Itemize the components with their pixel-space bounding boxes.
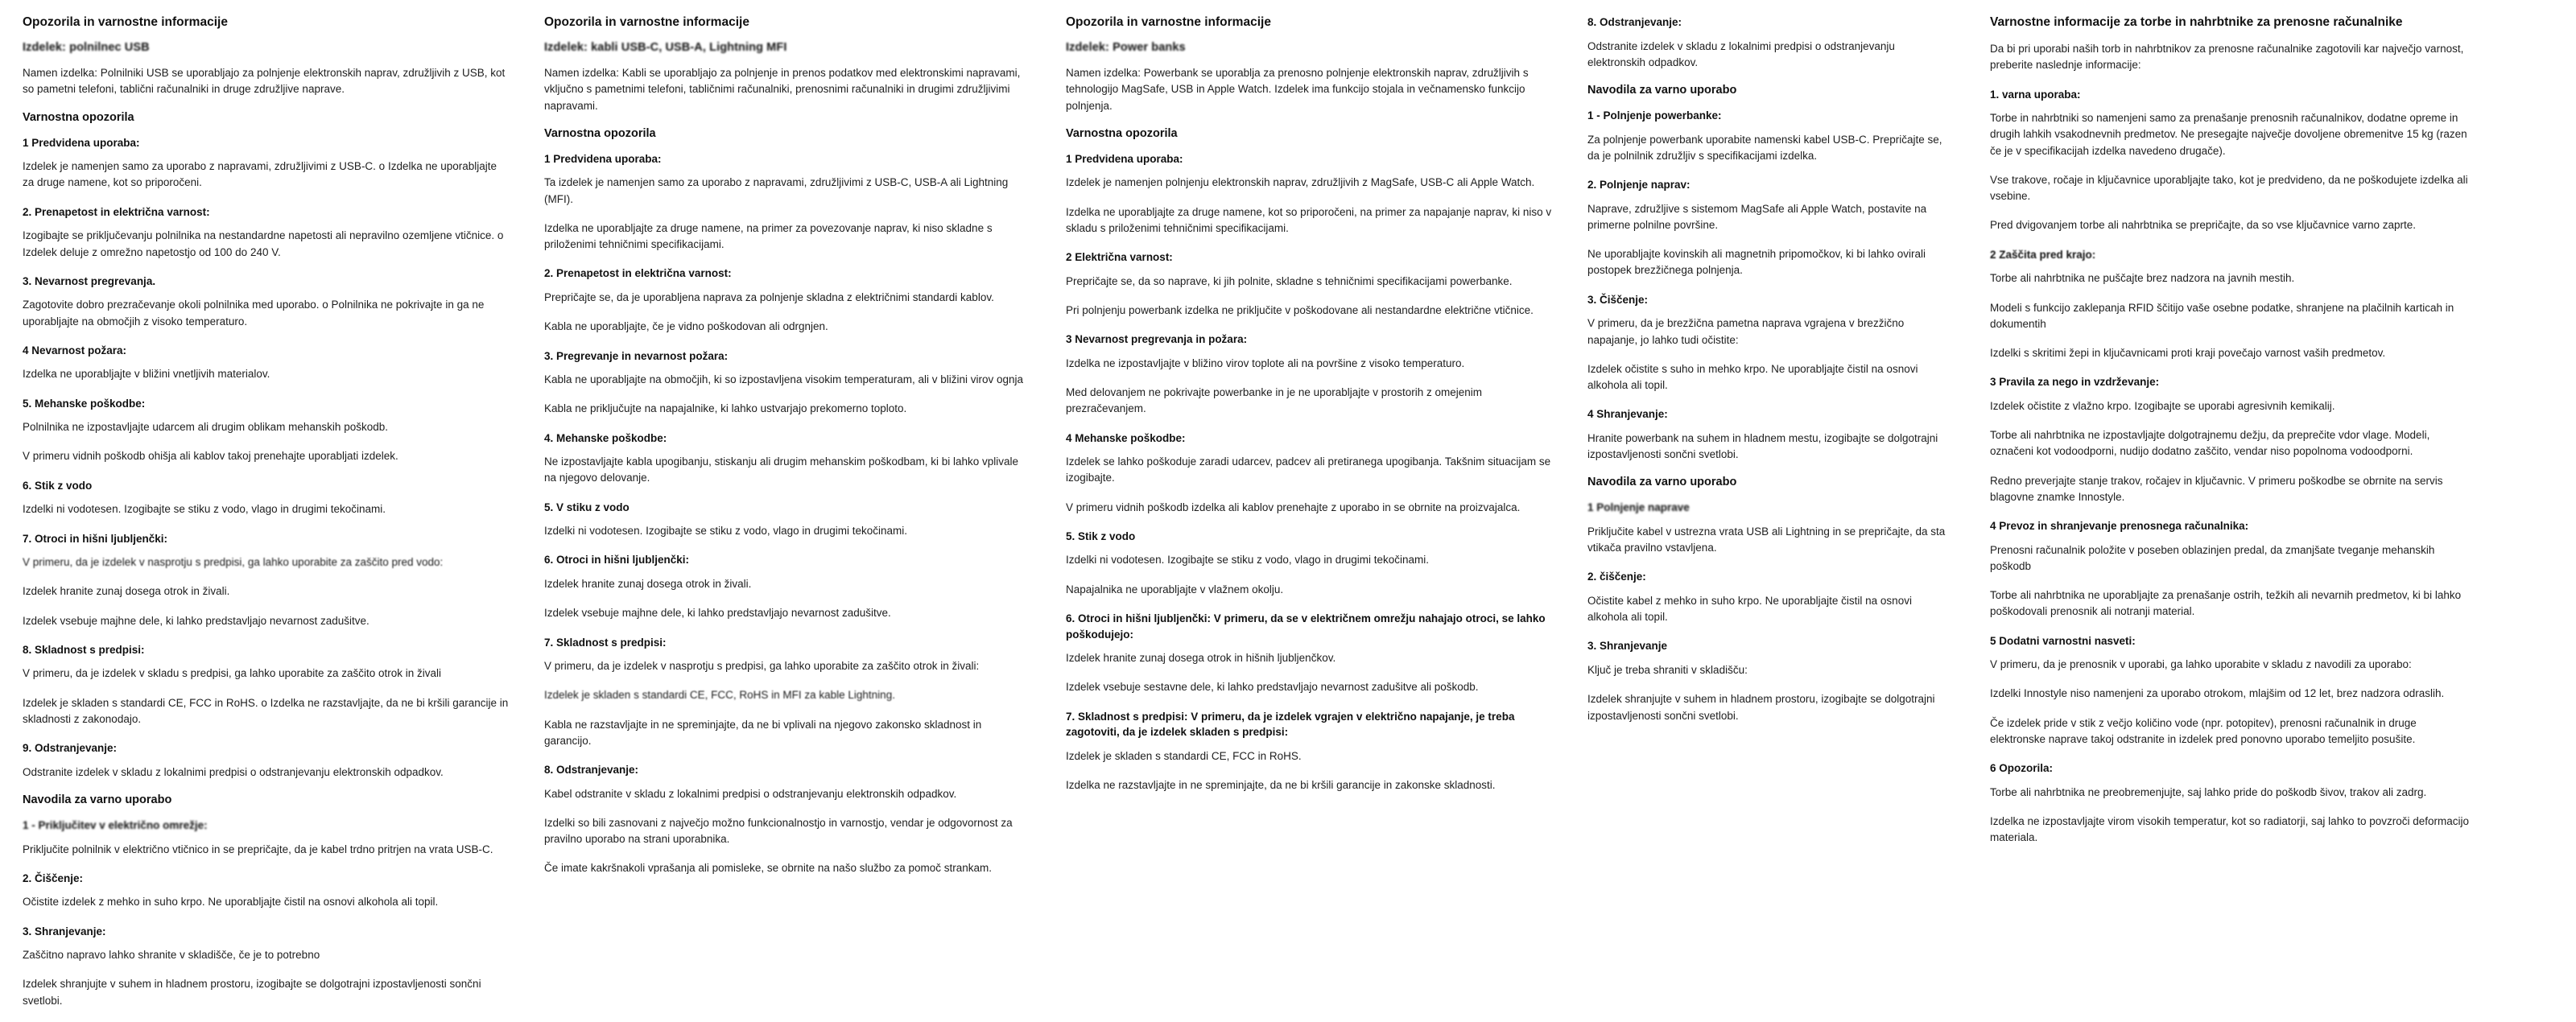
warning-item-text: Izdelek hranite zunaj dosega otrok in živali. (544, 578, 752, 591)
bag-item-text: Torbe ali nahrbtnika ne izpostavljajte dolgotrajnemu dežju, da preprečite vdor vlage. Modeli, označeni kot vodoodporni, nudijo dodatno zaščito, vendar niso popolnoma vodoodporni. (1990, 429, 2430, 458)
warning-item-label: 1 Predvidena uporaba: (544, 152, 662, 165)
usage-item-label: 3. Shranjevanje (1587, 640, 1668, 653)
warning-item-text: Izdelek vsebuje majhne dele, ki lahko predstavljajo nevarnost zadušitve. (23, 614, 369, 627)
warning-item-text: Izogibajte se priključevanju polnilnika na nestandardne napetosti ali nepravilno ozemljene vtičnice. o Izdelek deluje z omrežno napetostjo od 100 do 240 V. (23, 229, 504, 258)
page-title: Opozorila in varnostne informacije (23, 15, 228, 29)
bag-item-label: 5 Dodatni varnostni nasveti: (1990, 634, 2136, 647)
warning-item (544, 431, 1030, 487)
column-usb-charger (8, 14, 530, 1022)
warning-item (544, 348, 1030, 418)
bag-item-text: Vse trakove, ročaje in ključavnice uporabljajte tako, kot je predvideno, da ne poškodujete izdelka ali vsebine. (1990, 173, 2468, 203)
usage-item (1587, 500, 1955, 556)
warning-item-text: Kabla ne priključujte na napajalnike, ki lahko ustvarjajo prekomerno toploto. (544, 402, 907, 415)
usage-item-label: 3. Čiščenje: (1587, 293, 1649, 306)
footer-support-note: Če imate kakršnakoli vprašanja ali pomisleke, se obrnite na našo službo za pomoč strankam. (544, 862, 993, 875)
warning-item-label: 2 Električna varnost: (1066, 251, 1173, 264)
warning-item (23, 740, 509, 781)
warning-item-text: Izdelek je namenjen polnjenju elektronskih naprav, združljivih z MagSafe, USB-C ali Apple Watch. (1066, 176, 1535, 189)
page-title: Varnostne informacije za torbe in nahrbtnike za prenosne računalnike (1990, 15, 2403, 29)
product-subject: Izdelek: kabli USB-C, USB-A, Lightning MFI (544, 41, 787, 55)
usage-item-text: Ključ je treba shraniti v skladišču: (1587, 664, 1748, 676)
bag-item-label: 1. varna uporaba: (1990, 88, 2081, 101)
warning-item (23, 396, 509, 465)
warning-item-text: Izdelka ne uporabljajte za druge namene, kot so priporočeni, na primer za napajanje naprav, ki niso v skladu s priloženimi tehničnimi specifikacijami. (1066, 205, 1552, 234)
section-heading-warnings: Varnostna opozorila (1066, 126, 1178, 140)
warning-item-text: Izdelek je skladen s standardi CE, FCC in RoHS. (1066, 749, 1302, 762)
usage-item-text: Priključite polnilnik v električno vtičnico in se prepričajte, da je kabel trdno pritrjen na vrata USB-C. (23, 843, 493, 855)
usage-item-label: 2. čiščenje: (1587, 571, 1646, 583)
warning-item (1066, 332, 1552, 417)
warning-item-text: Ne izpostavljajte kabla upogibanju, stiskanju ali drugim mehanskim poškodbam, ki bi lahko vplivale na njegovo delovanje. (544, 455, 1019, 484)
section-heading-warnings: Varnostna opozorila (23, 110, 134, 124)
usage-item-text: Zaščitno napravo lahko shranite v skladišče, če je to potrebno (23, 949, 320, 962)
warning-item-label: 8. Skladnost s predpisi: (23, 643, 145, 656)
warning-item (23, 135, 509, 192)
intro-paragraph: Namen izdelka: Polnilniki USB se uporabljajo za polnjenje elektronskih naprav, združljivih z USB, kot so pametni telefoni, tablični računalniki in druge združljive naprave. (23, 67, 506, 96)
warning-item-label: 8. Odstranjevanje: (1587, 16, 1682, 28)
intro-paragraph: Namen izdelka: Kabli se uporabljajo za polnjenje in prenos podatkov med elektronskimi napravami, vključno s pametnimi telefoni, tabličnimi računalniki, prenosnimi računalniki in drugimi združljivimi napravami. (544, 67, 1021, 112)
warning-item (544, 500, 1030, 540)
bag-item-text: Modeli s funkcijo zaklepanja RFID ščitijo vaše osebne podatke, shranjene na plačilnih karticah in dokumentih (1990, 301, 2454, 330)
usage-item-label: 2. Čiščenje: (23, 872, 84, 884)
warning-item-text: Ta izdelek je namenjen samo za uporabo z napravami, združljivimi z USB-C, USB-A ali Lightning (MFI). (544, 176, 1009, 205)
warning-item-text: Izdelki ni vodotesen. Izogibajte se stiku z vodo, vlago in drugimi tekočinami. (1066, 554, 1429, 567)
warning-item (1066, 151, 1552, 237)
warning-item-text: V primeru, da je izdelek v nasprotju s predpisi, ga lahko uporabite za zaščito pred vodo: (23, 556, 444, 569)
bag-item (1990, 247, 2470, 362)
warning-item-text: Kabla ne uporabljajte na območjih, ki so izpostavljena visokim temperaturam, ali v bližini virov ognja (544, 373, 1024, 386)
warning-item-text: V primeru, da je izdelek v nasprotju s predpisi, ga lahko uporabite za zaščito otrok in živali: (544, 660, 980, 673)
bag-item-label: 6 Opozorila: (1990, 762, 2054, 775)
warning-item (1066, 709, 1552, 794)
warning-item-text: Odstranite izdelek v skladu z lokalnimi predpisi o odstranjevanju elektronskih odpadkov. (1587, 39, 1895, 68)
bag-item-text: Prenosni računalnik položite v poseben oblazinjen predal, da zmanjšate tveganje mehanskih poškodb (1990, 543, 2435, 572)
warning-item-label: 2. Prenapetost in električna varnost: (544, 267, 732, 280)
warning-item-text: Napajalnika ne uporabljajte v vlažnem okolju. (1066, 583, 1284, 595)
bag-item-text: Izdelka ne izpostavljajte virom visokih temperatur, kot so radiatorji, saj lahko to povzroči deformacijo materiala. (1990, 815, 2470, 844)
warning-item-label: 5. Stik z vodo (1066, 530, 1136, 542)
usage-item-label: 3. Shranjevanje: (23, 925, 106, 938)
usage-item-text: Ne uporabljajte kovinskih ali magnetnih pripomočkov, ki bi lahko ovirali postopek brezžičnega polnjenja. (1587, 248, 1926, 277)
bag-item (1990, 518, 2470, 620)
section-heading-warnings: Varnostna opozorila (544, 126, 656, 140)
bag-item (1990, 760, 2470, 846)
column-bags-backpacks (1975, 14, 2491, 859)
warning-item-text: Med delovanjem ne pokrivajte powerbanke in je ne uporabljajte v prostorih z omejenim prezračevanjem. (1066, 386, 1483, 415)
warning-item-label: 3. Pregrevanje in nevarnost požara: (544, 349, 729, 362)
warning-item-label: 1 Predvidena uporaba: (1066, 152, 1183, 165)
warning-item (544, 552, 1030, 621)
warning-item (544, 151, 1030, 253)
warning-item-label: 7. Otroci in hišni ljubljenčki: (23, 532, 168, 545)
usage-item-label: 2. Polnjenje naprav: (1587, 179, 1690, 192)
warning-item-text: Izdelki ni vodotesen. Izogibajte se stiku z vodo, vlago in drugimi tekočinami. (23, 503, 386, 516)
warning-item-label: 7. Skladnost s predpisi: (544, 636, 667, 649)
usage-item (23, 871, 509, 911)
warning-item-label: 3 Nevarnost pregrevanja in požara: (1066, 333, 1248, 346)
warning-item-label: 5. V stiku z vodo (544, 501, 630, 513)
bag-item-text: Torbe ali nahrbtnika ne uporabljajte za prenašanje ostrih, težkih ali nevarnih predmetov, ki bi lahko poškodovali prenosnik ali notranji material. (1990, 589, 2462, 618)
warning-item-label: 7. Skladnost s predpisi: V primeru, da je izdelek vgrajen v električno napajanje, je treba zagotoviti, da je izdelek skladen s predpisi: (1066, 710, 1515, 739)
warning-item (1066, 249, 1552, 319)
warning-item-text: Izdelka ne uporabljajte v bližini vnetljivih materialov. (23, 368, 270, 381)
bag-item-text: Izdelki s skritimi žepi in ključavnicami proti kraji povečajo varnost vaših predmetov. (1990, 347, 2386, 360)
intro-paragraph: Da bi pri uporabi naših torb in nahrbtnikov za prenosne računalnike zagotovili kar največjo varnost, preberite naslednje informacije: (1990, 43, 2464, 72)
section-heading-usage: Navodila za varno uporabo (23, 793, 172, 806)
warning-item (1066, 611, 1552, 696)
usage-item (23, 818, 509, 858)
bag-item-text: Torbe ali nahrbtnika ne preobremenjujte, saj lahko pride do poškodb šivov, trakov ali zadrg. (1990, 785, 2427, 798)
warning-item-text: Izdelek je skladen s standardi CE, FCC in RoHS. o Izdelka ne razstavljajte, da ne bi kršili garancije in skladnosti z zakonodajo. (23, 696, 509, 725)
warning-item-label: 6. Otroci in hišni ljubljenčki: (544, 554, 690, 567)
usage-item (1587, 406, 1955, 463)
warning-item-text: Kabla ne uporabljajte, če je vidno poškodovan ali odrgnjen. (544, 320, 828, 333)
warning-item-text: Izdelka ne razstavljajte in ne spreminjajte, da ne bi kršili garancije in zakonske skladnosti. (1066, 778, 1496, 791)
bag-item-text: Torbe in nahrbtniki so namenjeni samo za prenašanje prenosnih računalnikov, dodatne opreme in drugih lahkih vsakodnevnih predmetov. Ne presegajte največje dovoljene obremenitve 15 kg (razen če je v specifikacijah izdelka navedeno drugače). (1990, 112, 2467, 157)
warning-item-text: Prepričajte se, da je uporabljena naprava za polnjenje skladna z električnimi standardi kablov. (544, 291, 994, 304)
warning-item (544, 762, 1030, 802)
product-subject: Izdelek: polnilnec USB (23, 41, 150, 55)
warning-item (1066, 431, 1552, 516)
warning-item-text: Izdelek vsebuje majhne dele, ki lahko predstavljajo nevarnost zadušitve. (544, 607, 891, 620)
warning-item-text: V primeru vidnih poškodb ohišja ali kablov takoj prenehajte uporabljati izdelek. (23, 450, 398, 463)
usage-item (1587, 108, 1955, 164)
warning-item-label: 9. Odstranjevanje: (23, 742, 118, 755)
usage-item (1587, 569, 1955, 625)
usage-item-text: Priključite kabel v ustrezna vrata USB ali Lightning in se prepričajte, da sta vtikača pravilno vstavljena. (1587, 525, 1946, 554)
bag-item-text: Izdelek očistite z vlažno krpo. Izogibajte se uporabi agresivnih kemikalij. (1990, 399, 2335, 412)
product-subject: Izdelek: Power banks (1066, 41, 1186, 55)
usage-item (1587, 638, 1955, 723)
warning-item-label: 3. Nevarnost pregrevanja. (23, 274, 156, 287)
warning-item-text: Izdelek se lahko poškoduje zaradi udarcev, padcev ali pretiranega upogibanja. Takšnim situacijam se izogibajte. (1066, 455, 1551, 484)
warning-item-text: Pri polnjenju powerbank izdelka ne priključite v poškodovane ali nestandardne električne vtičnice. (1066, 304, 1534, 317)
bag-item (1990, 374, 2470, 505)
usage-item-text: Očistite izdelek z mehko in suho krpo. Ne uporabljajte čistil na osnovi alkohola ali topil. (23, 896, 439, 909)
bag-item (1990, 87, 2470, 234)
warning-item-text: Izdelek hranite zunaj dosega otrok in hišnih ljubljenčkov. (1066, 652, 1336, 665)
warning-item (23, 204, 509, 261)
column-cables (530, 14, 1051, 890)
warning-item-text: Kabla ne razstavljajte in ne spreminjajte, da ne bi vplivali na njegovo zakonsko skladnost in garancijo. (544, 718, 982, 747)
bag-item-text: Pred dvigovanjem torbe ali nahrbtnika se prepričajte, da so vse ključavnice varno zaprte. (1990, 219, 2417, 232)
warning-item-label: 6. Stik z vodo (23, 479, 93, 492)
bag-item (1990, 633, 2470, 748)
bag-item-text: Redno preverjajte stanje trakov, ročajev in ključavnic. V primeru poškodbe se obrnite na servis blagovne znamke Innostyle. (1990, 474, 2443, 503)
column-powerbanks (1051, 14, 1573, 806)
warning-item-label: 4. Mehanske poškodbe: (544, 431, 667, 444)
usage-item (1587, 177, 1955, 279)
usage-item-text: Izdelek shranjujte v suhem in hladnem prostoru, izogibajte se dolgotrajni izpostavljenosti sončni svetlobi. (1587, 693, 1935, 722)
warning-item-text: Kabel odstranite v skladu z lokalnimi predpisi o odstranjevanju elektronskih odpadkov. (544, 787, 957, 800)
warning-item-label: 4 Nevarnost požara: (23, 344, 127, 356)
bag-item-label: 2 Zaščita pred krajo: (1990, 248, 2096, 261)
footer-note: Izdelki so bili zasnovani z največjo možno funkcionalnostjo in varnostjo, vendar je odgovornost za pravilno uporabo na strani uporabnika. (544, 816, 1013, 846)
warning-item-text: Odstranite izdelek v skladu z lokalnimi predpisi o odstranjevanju elektronskih odpadkov. (23, 765, 444, 778)
warning-item (1066, 529, 1552, 598)
warning-item-text: Zagotovite dobro prezračevanje okoli polnilnika med uporabo. o Polnilnika ne pokrivajte in ga ne uporabljajte na območjih z visoko temperaturo. (23, 299, 485, 328)
column-powerbanks-continued (1573, 14, 1975, 737)
warning-item-text: Izdelek je skladen s standardi CE, FCC, RoHS in MFI za kable Lightning. (544, 689, 895, 702)
warning-item-label: 6. Otroci in hišni ljubljenčki: V primeru, da se v električnem omrežju nahajajo otroci, se lahko poškodujejo: (1066, 612, 1546, 641)
usage-item-text: Hranite powerbank na suhem in hladnem mestu, izogibajte se dolgotrajni izpostavljenosti sončni svetlobi. (1587, 431, 1938, 461)
usage-item-label: 4 Shranjevanje: (1587, 408, 1668, 421)
usage-item-text: V primeru, da je brezžična pametna naprava vgrajena v brezžično napajanje, jo lahko tudi očistite: (1587, 317, 1905, 346)
warning-item-label: 5. Mehanske poškodbe: (23, 397, 146, 410)
bag-item-label: 3 Pravila za nego in vzdrževanje: (1990, 376, 2160, 389)
warning-item-text: Izdelki ni vodotesen. Izogibajte se stiku z vodo, vlago in drugimi tekočinami. (544, 525, 907, 538)
warning-item-label: 8. Odstranjevanje: (544, 764, 639, 777)
bag-item-text: Torbe ali nahrbtnika ne puščajte brez nadzora na javnih mestih. (1990, 272, 2295, 285)
warning-item (1587, 14, 1955, 71)
bag-item-text: Če izdelek pride v stik z večjo količino vode (npr. potopitev), prenosni računalnik in druge elektronske naprave takoj odstranite in izdelek pred ponovno uporabo temeljito posušite. (1990, 716, 2417, 745)
intro-paragraph: Namen izdelka: Powerbank se uporablja za prenosno polnjenje elektronskih naprav, združljivih s tehnologijo MagSafe, USB in Apple Watch. Izdelek ima funkcijo stojala in večnamensko funkcijo polnjenja. (1066, 67, 1529, 112)
usage-item-text: Izdelek očistite s suho in mehko krpo. Ne uporabljajte čistil na osnovi alkohola ali topil. (1587, 362, 1918, 391)
warning-item-text: V primeru vidnih poškodb izdelka ali kablov prenehajte z uporabo in se obrnite na proizvajalca. (1066, 501, 1521, 513)
warning-item-label: 2. Prenapetost in električna varnost: (23, 205, 210, 218)
usage-item-text: Izdelek shranjujte v suhem in hladnem prostoru, izogibajte se dolgotrajni izpostavljenosti sončni svetlobi. (23, 978, 481, 1007)
section-heading-usage-secondary: Navodila za varno uporabo (1587, 476, 1737, 489)
warning-item-text: Izdelek vsebuje sestavne dele, ki lahko predstavljajo nevarnost zadušitve ali poškodb. (1066, 681, 1479, 694)
warning-item (23, 531, 509, 629)
warning-item (544, 635, 1030, 750)
page-title: Opozorila in varnostne informacije (544, 15, 749, 29)
usage-item-label: 1 - Priključitev v električno omrežje: (23, 818, 208, 831)
bag-item-label: 4 Prevoz in shranjevanje prenosnega računalnika: (1990, 520, 2249, 533)
usage-item-text: Očistite kabel z mehko in suho krpo. Ne uporabljajte čistil na osnovi alkohola ali topil. (1587, 594, 1912, 624)
usage-item (23, 924, 509, 1009)
warning-item-text: Izdelek hranite zunaj dosega otrok in živali. (23, 585, 230, 598)
warning-item-label: 1 Predvidena uporaba: (23, 136, 140, 149)
section-heading-usage: Navodila za varno uporabo (1587, 84, 1737, 97)
page-title: Opozorila in varnostne informacije (1066, 15, 1271, 29)
warning-item-text: Izdelek je namenjen samo za uporabo z napravami, združljivimi z USB-C. o Izdelka ne uporabljajte za druge namene, kot so priporočeni. (23, 160, 497, 189)
usage-item-label: 1 - Polnjenje powerbanke: (1587, 109, 1722, 122)
warning-item (23, 478, 509, 518)
bag-item-text: V primeru, da je prenosnik v uporabi, ga lahko uporabite v skladu z navodili za uporabo: (1990, 658, 2412, 671)
warning-item-text: V primeru, da je izdelek v skladu s predpisi, ga lahko uporabite za zaščito otrok in živali (23, 667, 442, 680)
warning-item-text: Izdelka ne izpostavljajte v bližino virov toplote ali na površine z visoko temperaturo. (1066, 356, 1465, 369)
warning-item (23, 274, 509, 330)
usage-item-text: Naprave, združljive s sistemom MagSafe ali Apple Watch, postavite na primerne polnilne površine. (1587, 202, 1927, 231)
warning-item (23, 343, 509, 383)
bag-item-text: Izdelki Innostyle niso namenjeni za uporabo otrokom, mlajšim od 12 let, brez nadzora odraslih. (1990, 687, 2445, 700)
warning-item-text: Izdelka ne uporabljajte za druge namene, na primer za povezovanje naprav, ki niso skladne s priloženimi tehničnimi specifikacijami. (544, 221, 993, 251)
warning-item (544, 266, 1030, 335)
warning-item-label: 4 Mehanske poškodbe: (1066, 431, 1186, 444)
usage-item (1587, 292, 1955, 394)
warning-item (23, 642, 509, 727)
usage-item-label: 1 Polnjenje naprave (1587, 501, 1690, 514)
warning-item-text: Prepričajte se, da so naprave, ki jih polnite, skladne s tehničnimi specifikacijami powerbanke. (1066, 274, 1513, 287)
usage-item-text: Za polnjenje powerbank uporabite namenski kabel USB-C. Prepričajte se, da je polnilnik združljiv s specifikacijami izdelka. (1587, 133, 1942, 162)
warning-item-text: Polnilnika ne izpostavljajte udarcem ali drugim oblikam mehanskih poškodb. (23, 421, 388, 434)
